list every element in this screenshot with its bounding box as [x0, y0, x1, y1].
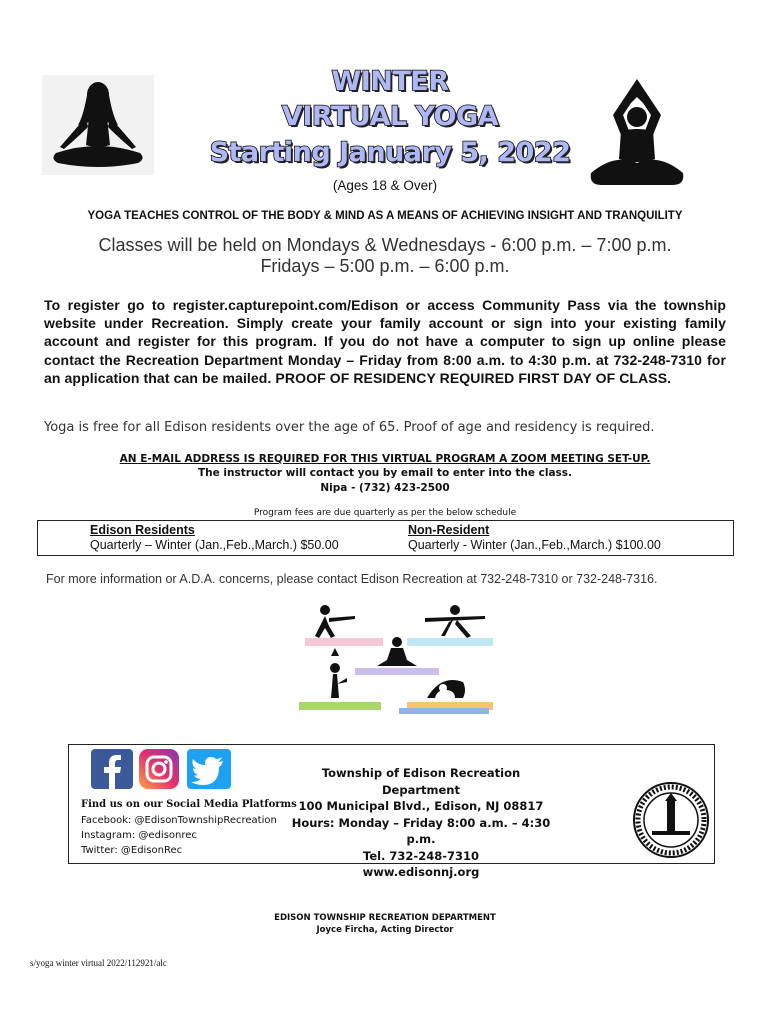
- title-virtual-yoga: VIRTUAL YOGA: [281, 101, 499, 132]
- more-info: For more information or A.D.A. concerns, please contact Edison Recreation at 732-248-7310 or 732-248-7316.: [46, 572, 658, 586]
- resident-fee: Quarterly – Winter (Jan.,Feb.,March.) $50.00: [90, 538, 339, 552]
- nonresident-fee: Quarterly - Winter (Jan.,Feb.,March.) $100.00: [408, 538, 661, 552]
- schedule-line-2: Fridays – 5:00 p.m. – 6:00 p.m.: [260, 256, 510, 276]
- file-path: s/yoga winter virtual 2022/112921/alc: [30, 958, 167, 968]
- senior-free-notice: Yoga is free for all Edison residents over the age of 65. Proof of age and residency is required.: [44, 420, 655, 435]
- instructor-notice: The instructor will contact you by email to enter into the class.: [197, 467, 573, 479]
- meditation-silhouette-right-icon: [585, 75, 690, 190]
- meditation-silhouette-left-icon: [42, 75, 154, 175]
- contact-box: [68, 744, 715, 879]
- department-name: Township of Edison Recreation Department: [321, 766, 521, 797]
- department-website[interactable]: www.edisonnj.org: [362, 865, 480, 879]
- social-heading: Find us on our Social Media Platforms: [81, 799, 297, 810]
- fees-note: Program fees are due quarterly as per the below schedule: [253, 508, 517, 518]
- title-winter: WINTER: [331, 66, 449, 97]
- facebook-icon[interactable]: [91, 749, 133, 789]
- facebook-handle[interactable]: Facebook: @EdisonTownshipRecreation: [81, 815, 277, 826]
- nonresident-fees: [408, 523, 661, 553]
- department-address: 100 Municipal Blvd., Edison, NJ 08817: [298, 799, 544, 813]
- department-phone: Tel. 732-248-7310: [363, 848, 479, 863]
- twitter-handle[interactable]: Twitter: @EdisonRec: [81, 845, 183, 856]
- class-schedule: [0, 235, 770, 277]
- department-info: [291, 765, 551, 881]
- schedule-line-1: Classes will be held on Mondays & Wednesdays - 6:00 p.m. – 7:00 p.m.: [98, 235, 672, 255]
- tagline: YOGA TEACHES CONTROL OF THE BODY & MIND AS A MEANS OF ACHIEVING INSIGHT AND TRANQUILITY: [87, 210, 683, 222]
- age-requirement: (Ages 18 & Over): [332, 178, 438, 193]
- registration-instructions: To register go to register.capturepoint.com/Edison or access Community Pass via the township website under Recreation. Simply create your family account or sign into your existing family account and register for this program. If you do not have a computer to sign up online please contact the Recreation Department Monday – Friday from 8:00 a.m. to 4:30 p.m. at 732-248-7310 for an application that can be mailed. PROOF OF RESIDENCY REQUIRED FIRST DAY OF CLASS.: [44, 297, 726, 386]
- social-handles: [81, 813, 277, 858]
- resident-header: Edison Residents: [90, 523, 195, 537]
- resident-fees: [90, 523, 339, 553]
- fee-table: [37, 520, 734, 556]
- footer-department: EDISON TOWNSHIP RECREATION DEPARTMENT: [274, 913, 496, 923]
- instagram-icon[interactable]: [139, 749, 179, 789]
- nonresident-header: Non-Resident: [408, 523, 490, 537]
- instagram-handle[interactable]: Instagram: @edisonrec: [81, 830, 197, 841]
- title-start-date: Starting January 5, 2022: [209, 137, 571, 168]
- twitter-icon[interactable]: [187, 749, 231, 789]
- email-required-notice: AN E-MAIL ADDRESS IS REQUIRED FOR THIS VIRTUAL PROGRAM A ZOOM MEETING SET-UP.: [119, 453, 651, 465]
- instructor-contact: Nipa - (732) 423-2500: [320, 482, 450, 494]
- yoga-poses-illustration: [295, 598, 495, 720]
- footer-director: Joyce Fircha, Acting Director: [316, 925, 454, 935]
- department-hours: Hours: Monday – Friday 8:00 a.m. – 4:30 p.m.: [291, 815, 551, 846]
- township-seal-icon: [632, 781, 710, 859]
